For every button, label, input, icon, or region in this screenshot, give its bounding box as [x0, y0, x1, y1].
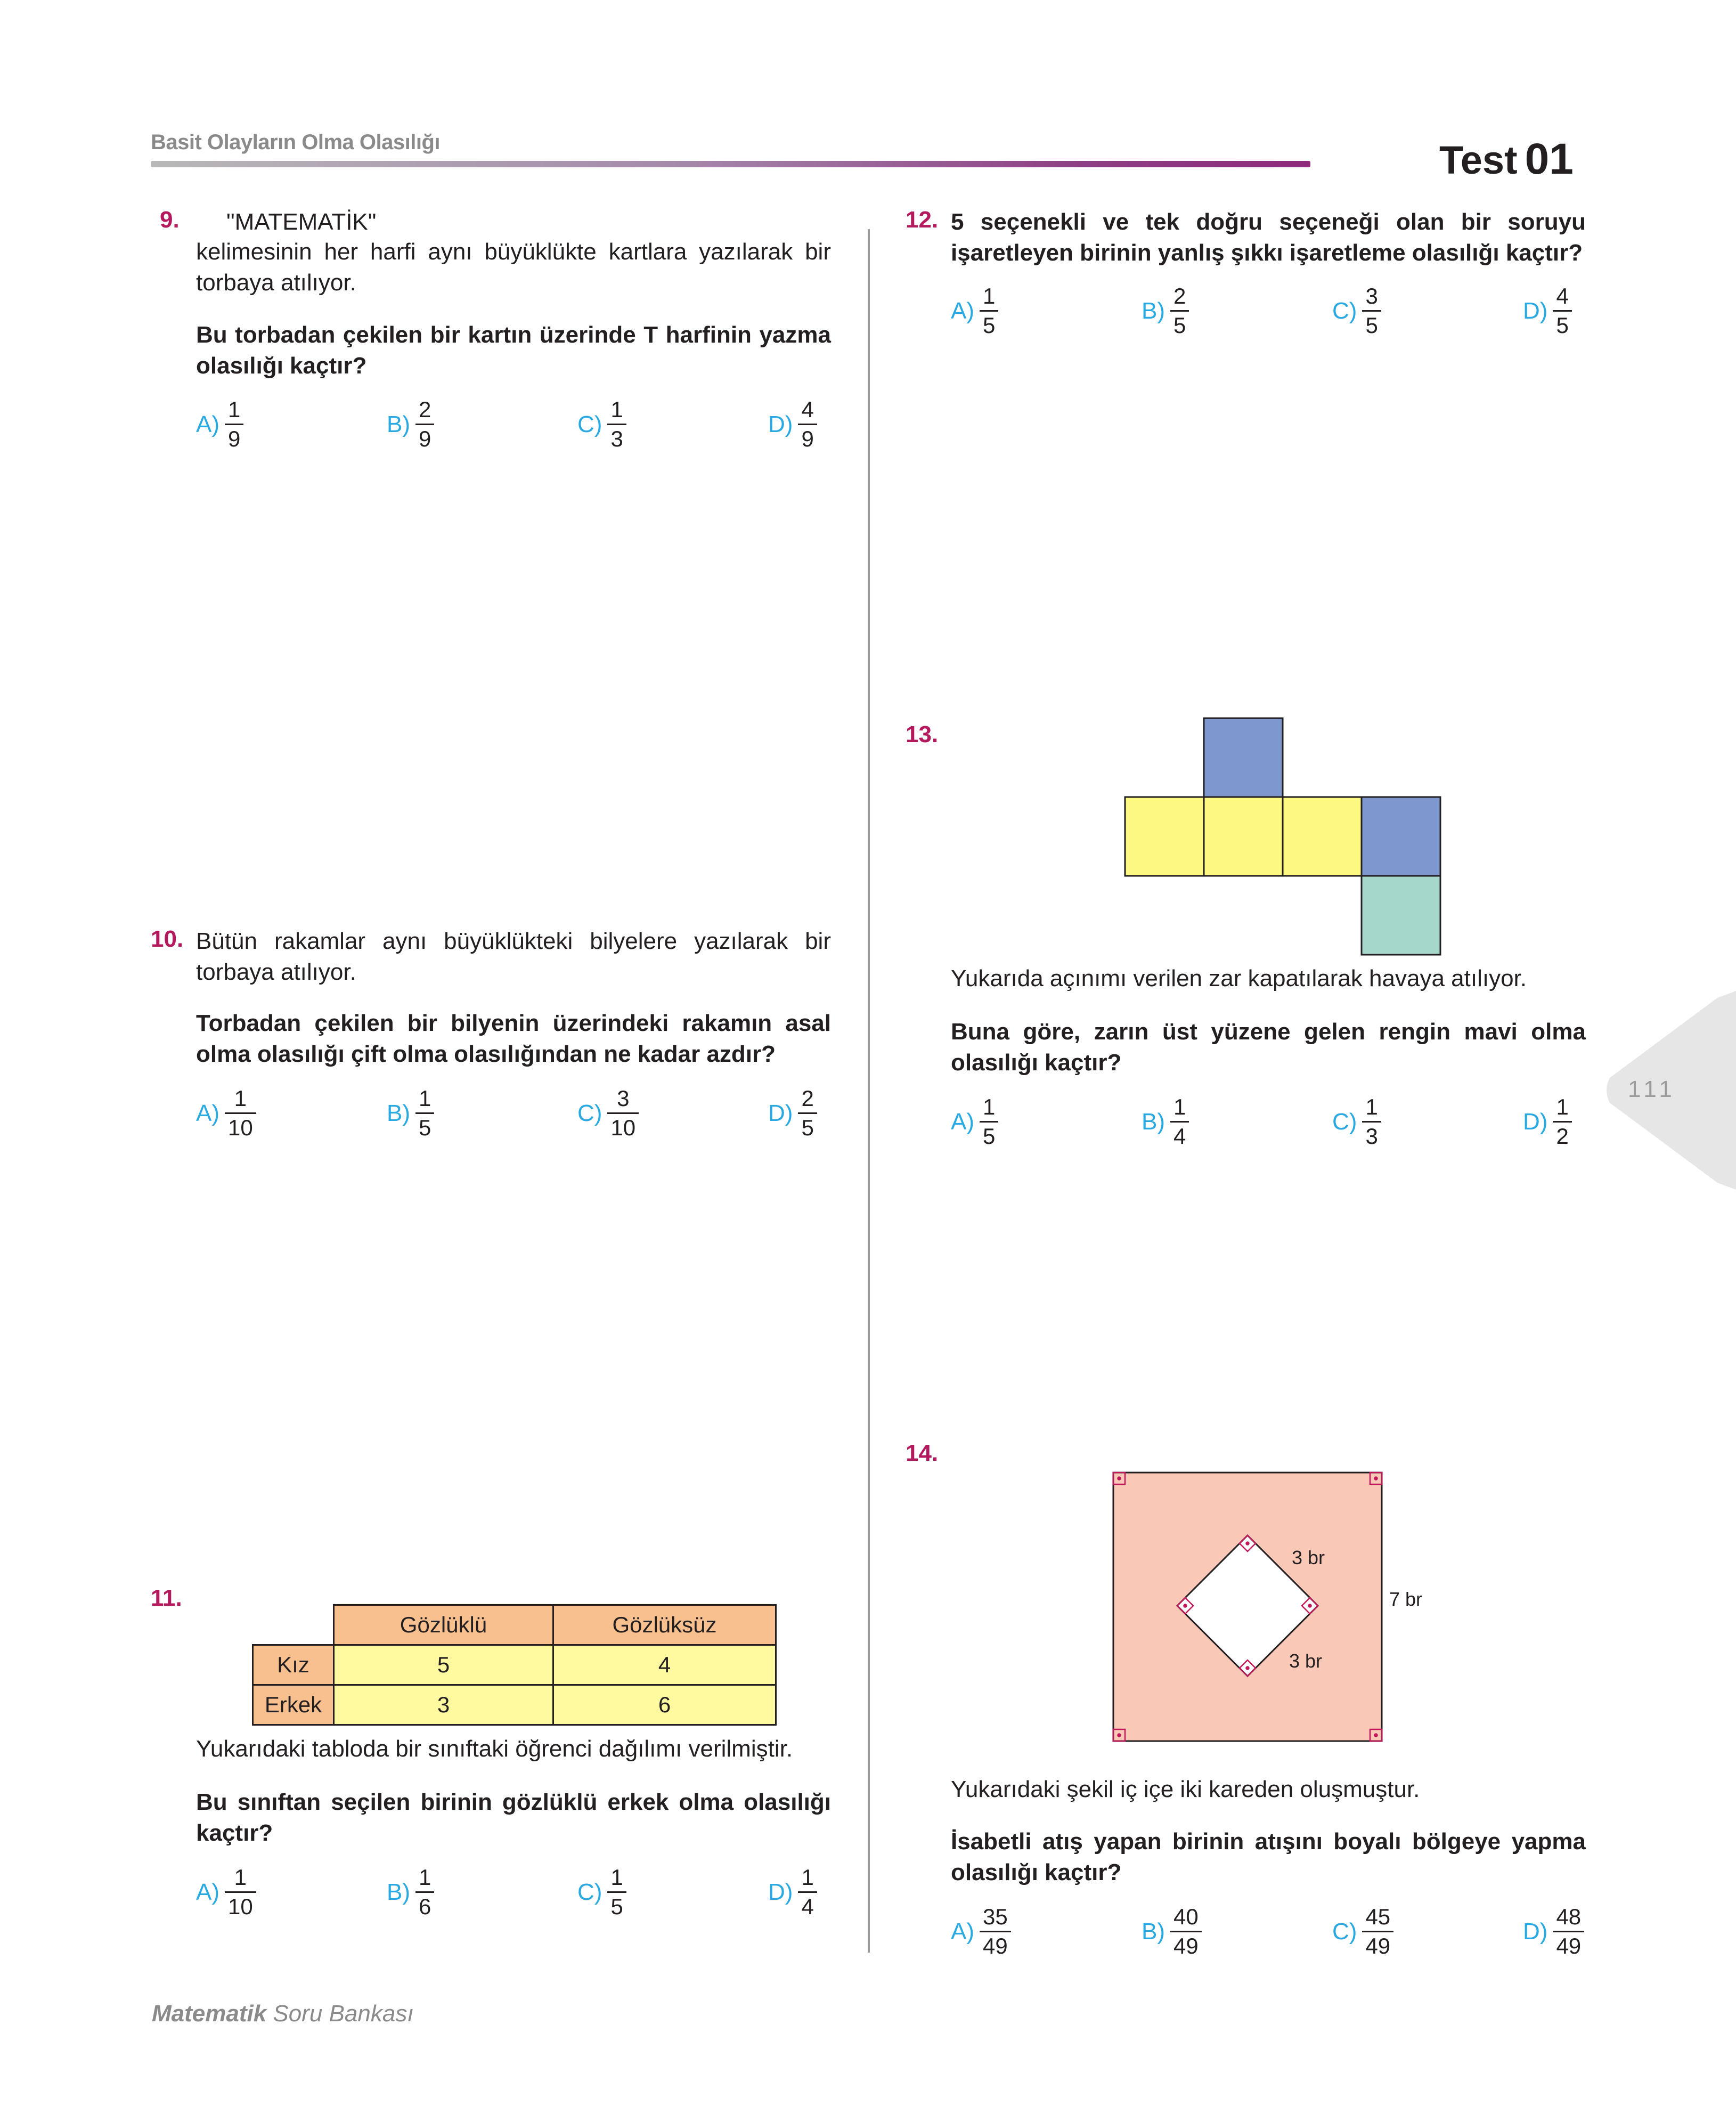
- fraction: $\frac{1}{4}$: [1170, 1094, 1189, 1149]
- q10-option-b[interactable]: [387, 1086, 434, 1141]
- q14-question: İsabetli atış yapan birinin atışını boyalı bölgeye yapma olasılığı kaçtır?: [951, 1828, 1586, 1885]
- q12-option-c[interactable]: [1332, 283, 1381, 338]
- fraction: $\frac{45}{49}$: [1362, 1904, 1393, 1959]
- option-letter: B): [1142, 1918, 1165, 1945]
- fraction: $\frac{1}{3}$: [607, 397, 626, 452]
- q13-number: 13.: [906, 721, 939, 747]
- q10-number: 10.: [151, 926, 184, 952]
- q9-option-c[interactable]: [577, 397, 626, 452]
- q10-option-c[interactable]: [577, 1086, 639, 1141]
- fraction: $\frac{1}{5}$: [415, 1086, 434, 1141]
- q12-number: 12.: [906, 207, 939, 233]
- q14-option-a[interactable]: [951, 1904, 1011, 1959]
- q12-option-a[interactable]: [951, 283, 998, 338]
- q14-option-d[interactable]: [1523, 1904, 1584, 1959]
- section-title: Basit Olayların Olma Olasılığı: [151, 131, 440, 154]
- fraction: $\frac{1}{9}$: [225, 397, 243, 452]
- q10-option-a[interactable]: [196, 1086, 256, 1141]
- footer-brand: Matematik: [152, 2001, 267, 2027]
- q14-text: Yukarıdaki şekil iç içe iki kareden oluşmuştur.: [951, 1776, 1420, 1802]
- q11-number: 11.: [151, 1585, 182, 1611]
- option-letter: C): [1332, 1108, 1357, 1135]
- fraction: $\frac{4}{9}$: [798, 397, 817, 452]
- q12-option-d[interactable]: [1523, 283, 1572, 338]
- dice-face-yellow: [1125, 797, 1204, 876]
- q9-option-d[interactable]: [768, 397, 817, 452]
- option-letter: B): [1142, 1108, 1165, 1135]
- q13-option-d[interactable]: [1523, 1094, 1572, 1149]
- test-number: 01: [1525, 135, 1574, 183]
- q13-option-a[interactable]: [951, 1094, 998, 1149]
- inner-side-label-top: 3 br: [1292, 1547, 1325, 1568]
- option-letter: A): [196, 1879, 219, 1905]
- q9-option-b[interactable]: [387, 397, 434, 452]
- nested-squares-figure: [1103, 1465, 1444, 1753]
- fraction: $\frac{2}{9}$: [415, 397, 434, 452]
- dice-face-yellow: [1283, 797, 1362, 876]
- column-divider: [868, 229, 870, 1953]
- table-row: [253, 1645, 776, 1685]
- table-cell: 6: [553, 1685, 776, 1725]
- option-letter: B): [387, 1100, 410, 1126]
- q9-word: "MATEMATİK": [226, 209, 377, 235]
- inner-side-label-bottom: 3 br: [1289, 1650, 1323, 1672]
- q13-option-c[interactable]: [1332, 1094, 1381, 1149]
- option-letter: C): [577, 1100, 602, 1126]
- q14-number: 14.: [906, 1440, 939, 1466]
- dice-face-yellow: [1204, 797, 1283, 876]
- fraction: $\frac{2}{5}$: [1170, 283, 1189, 338]
- q12-option-b[interactable]: [1142, 283, 1189, 338]
- dice-face-teal: [1362, 876, 1440, 955]
- option-letter: B): [387, 411, 410, 437]
- option-letter: B): [387, 1879, 410, 1905]
- table-row: [253, 1685, 776, 1725]
- q13-question: Buna göre, zarın üst yüzene gelen rengin mavi olma olasılığı kaçtır?: [951, 1019, 1586, 1076]
- option-letter: D): [1523, 297, 1548, 324]
- table-header-row: [253, 1605, 776, 1645]
- test-label: [1439, 134, 1574, 184]
- q13-option-b[interactable]: [1142, 1094, 1189, 1149]
- fraction: $\frac{1}{4}$: [798, 1865, 817, 1920]
- fraction: $\frac{48}{49}$: [1553, 1904, 1584, 1959]
- option-letter: A): [196, 411, 219, 437]
- page-number: 111: [1628, 1076, 1676, 1102]
- q9-option-a[interactable]: [196, 397, 243, 452]
- q12-question: 5 seçenekli ve tek doğru seçeneği olan bir soruyu işaretleyen birinin yanlış şıkkı işaretleme olasılığı kaçtır?: [951, 209, 1586, 266]
- dice-face-blue: [1204, 718, 1283, 797]
- q14-option-b[interactable]: [1142, 1904, 1202, 1959]
- q11-option-a[interactable]: [196, 1865, 256, 1920]
- option-letter: A): [196, 1100, 219, 1126]
- option-letter: D): [768, 1879, 793, 1905]
- fraction: $\frac{4}{5}$: [1553, 283, 1571, 338]
- option-letter: A): [951, 1918, 974, 1945]
- q10-question: Torbadan çekilen bir bilyenin üzerindeki rakamın asal olma olasılığı çift olma olasılığından ne kadar azdır?: [196, 1010, 831, 1067]
- fraction: $\frac{35}{49}$: [980, 1904, 1011, 1959]
- fraction: $\frac{1}{5}$: [980, 283, 998, 338]
- dice-face-blue: [1362, 797, 1440, 876]
- q14-option-c[interactable]: [1332, 1904, 1393, 1959]
- fraction: $\frac{1}{6}$: [415, 1865, 434, 1920]
- footer-book-title: [152, 2001, 414, 2027]
- fraction: $\frac{1}{10}$: [225, 1086, 256, 1141]
- option-letter: A): [951, 1108, 974, 1135]
- q11-option-d[interactable]: [768, 1865, 817, 1920]
- option-letter: C): [1332, 1918, 1357, 1945]
- fraction: $\frac{1}{2}$: [1553, 1094, 1571, 1149]
- fraction: $\frac{40}{49}$: [1170, 1904, 1202, 1959]
- outer-side-label: 7 br: [1389, 1588, 1423, 1610]
- option-letter: D): [768, 411, 793, 437]
- table-cell: 3: [334, 1685, 553, 1725]
- q10-text: Bütün rakamlar aynı büyüklükteki bilyelere yazılarak bir torbaya atılıyor.: [196, 928, 831, 985]
- q10-option-d[interactable]: [768, 1086, 817, 1141]
- option-letter: D): [1523, 1108, 1548, 1135]
- fraction: $\frac{1}{3}$: [1362, 1094, 1381, 1149]
- q11-text: Yukarıdaki tabloda bir sınıftaki öğrenci dağılımı verilmiştir.: [196, 1736, 793, 1762]
- glasses-table: [252, 1604, 777, 1726]
- table-header-cell: Gözlüklü: [334, 1605, 553, 1645]
- q11-option-b[interactable]: [387, 1865, 434, 1920]
- fraction: $\frac{2}{5}$: [798, 1086, 817, 1141]
- q9-number: 9.: [160, 207, 180, 233]
- q11-question: Bu sınıftan seçilen birinin gözlüklü erkek olma olasılığı kaçtır?: [196, 1789, 831, 1846]
- table-cell: 5: [334, 1645, 553, 1685]
- header-divider-bar: [151, 161, 1310, 167]
- table-cell: 4: [553, 1645, 776, 1685]
- table-row-label: Erkek: [253, 1685, 334, 1725]
- option-letter: B): [1142, 297, 1165, 324]
- q9-question: Bu torbadan çekilen bir kartın üzerinde T harfinin yazma olasılığı kaçtır?: [196, 322, 831, 379]
- fraction: $\frac{1}{10}$: [225, 1865, 256, 1920]
- q9-text: kelimesinin her harfi aynı büyüklükte kartlara yazılarak bir torbaya atılıyor.: [196, 239, 831, 296]
- fraction: $\frac{1}{5}$: [980, 1094, 998, 1149]
- test-word: Test: [1439, 138, 1518, 182]
- q11-option-c[interactable]: [577, 1865, 626, 1920]
- footer-subtitle: Soru Bankası: [266, 2001, 414, 2027]
- table-row-label: Kız: [253, 1645, 334, 1685]
- option-letter: C): [1332, 297, 1357, 324]
- q13-text: Yukarıda açınımı verilen zar kapatılarak havaya atılıyor.: [951, 965, 1527, 991]
- option-letter: C): [577, 411, 602, 437]
- fraction: $\frac{3}{10}$: [607, 1086, 639, 1141]
- option-letter: D): [1523, 1918, 1548, 1945]
- option-letter: D): [768, 1100, 793, 1126]
- table-header-cell: Gözlüksüz: [553, 1605, 776, 1645]
- dice-net-figure: [1119, 714, 1449, 959]
- fraction: $\frac{1}{5}$: [607, 1865, 626, 1920]
- option-letter: A): [951, 297, 974, 324]
- option-letter: C): [577, 1879, 602, 1905]
- fraction: $\frac{3}{5}$: [1362, 283, 1381, 338]
